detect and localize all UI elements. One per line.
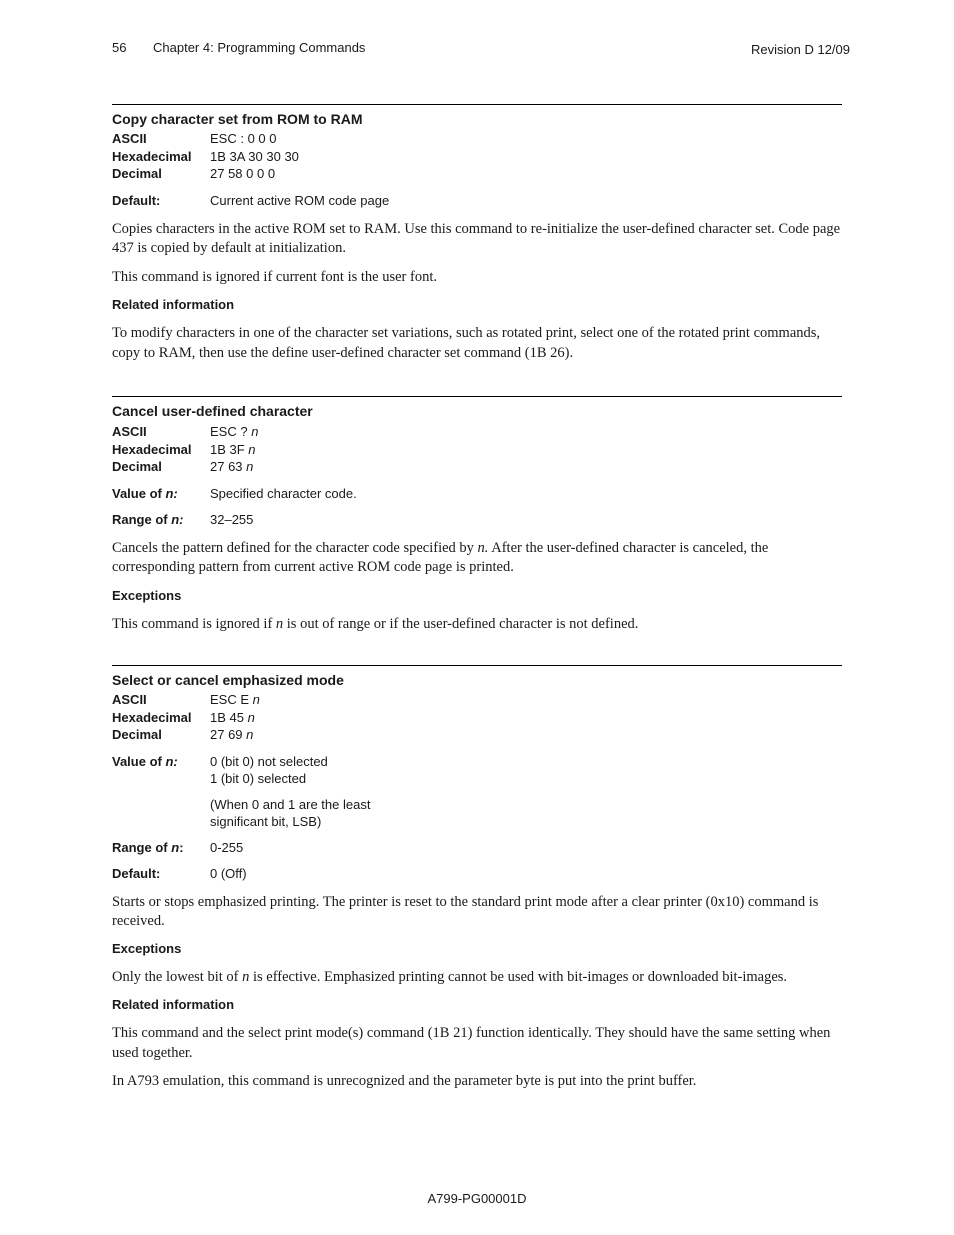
value-label-prefix: Value of — [112, 485, 166, 501]
param-n: n — [247, 709, 255, 725]
range-label-prefix: Range of — [112, 839, 172, 855]
range-value: 32–255 — [210, 511, 254, 527]
page-number: 56 — [112, 40, 127, 55]
revision-label: Revision D 12/09 — [751, 42, 850, 57]
hex-value — [210, 441, 842, 459]
description-part-b: After the user-defined character is canceled, the corresponding pattern from current active ROM code page is printed. — [112, 539, 769, 575]
range-row — [112, 839, 842, 856]
ascii-label: ASCII — [112, 692, 147, 707]
param-n: n — [246, 727, 254, 742]
decimal-value — [210, 726, 842, 744]
related-info-heading: Related information — [112, 297, 235, 312]
decimal-label: Decimal — [112, 727, 162, 742]
decimal-prefix: 27 69 — [210, 727, 247, 742]
value-row — [112, 485, 842, 502]
default-value: Current active ROM code page — [210, 192, 390, 208]
description-paragraph: Copies characters in the active ROM set to RAM. Use this command to re-initialize the user-defined character set. Code page 437 is copied by default at initialization. — [112, 220, 841, 256]
section-cancel-user-char — [112, 396, 842, 634]
related-info-heading: Related information — [112, 997, 235, 1012]
section-copy-charset — [112, 104, 842, 363]
value-note-line-2: significant bit, LSB) — [210, 813, 322, 829]
note-paragraph: This command is ignored if current font is the user font. — [112, 268, 437, 285]
hex-value — [210, 709, 842, 727]
section-title: Cancel user-defined character — [112, 403, 313, 419]
value-label-prefix: Value of — [112, 753, 166, 769]
ascii-prefix: ESC ? — [210, 424, 252, 439]
command-codes — [112, 130, 842, 183]
related-info-paragraph: This command and the select print mode(s) command (1B 21) function identically. They should have the same setting when used together. — [112, 1025, 831, 1061]
description-part-a: Cancels the pattern defined for the character code specified by — [112, 539, 478, 556]
param-n: n — [242, 968, 250, 985]
hex-label: Hexadecimal — [112, 441, 192, 457]
value-row — [112, 753, 842, 830]
emulation-note-paragraph: In A793 emulation, this command is unrecognized and the parameter byte is put into the print buffer. — [112, 1073, 697, 1089]
range-label-n: n — [171, 839, 180, 855]
command-codes — [112, 691, 842, 744]
ascii-value — [210, 691, 842, 709]
exceptions-heading: Exceptions — [112, 587, 182, 603]
section-divider — [112, 665, 842, 666]
description-paragraph — [112, 539, 842, 578]
range-label — [112, 839, 210, 856]
related-info-paragraph: To modify characters in one of the character set variations, such as rotated print, select one of the rotated print commands, copy to RAM, then use the define user-defined character set command (1B 26). — [112, 325, 821, 361]
range-label-colon: : — [179, 839, 184, 855]
page-header — [112, 40, 850, 60]
document-id: A799-PG00001D — [427, 1191, 527, 1206]
default-label: Default: — [112, 865, 161, 881]
decimal-value: 27 58 0 0 0 — [210, 166, 276, 181]
range-label-prefix: Range of — [112, 511, 172, 527]
decimal-value — [210, 458, 842, 476]
hex-label: Hexadecimal — [112, 148, 192, 164]
ascii-value — [210, 423, 842, 441]
ascii-value: ESC : 0 0 0 — [210, 131, 277, 146]
value-list — [210, 753, 370, 830]
ascii-prefix: ESC E — [210, 692, 253, 707]
range-label — [112, 511, 210, 528]
section-divider — [112, 396, 842, 397]
default-value: 0 (Off) — [210, 865, 247, 881]
command-codes — [112, 423, 842, 476]
exceptions-paragraph — [112, 968, 842, 988]
decimal-label: Decimal — [112, 459, 162, 474]
hex-label: Hexadecimal — [112, 709, 192, 725]
section-emphasized-mode — [112, 665, 842, 1092]
section-divider — [112, 104, 842, 105]
decimal-label: Decimal — [112, 166, 162, 181]
param-n: n — [275, 615, 284, 632]
exceptions-heading: Exceptions — [112, 940, 182, 956]
value-label — [112, 753, 210, 830]
exceptions-part-b: is out of range or if the user-defined character is not defined. — [283, 615, 639, 632]
exceptions-part-b: is effective. Emphasized printing cannot be used with bit-images or downloaded bit-images. — [249, 968, 788, 985]
default-label: Default: — [112, 192, 161, 208]
range-value: 0-255 — [210, 839, 244, 855]
value-option-0: 0 (bit 0) not selected — [210, 753, 328, 769]
param-n: n — [252, 692, 260, 707]
default-row — [112, 865, 842, 882]
page-footer — [0, 1191, 954, 1206]
param-n: n — [251, 424, 259, 439]
description-paragraph: Starts or stops emphasized printing. The printer is reset to the standard print mode after a clear printer (0x10) command is received. — [112, 893, 819, 929]
ascii-label: ASCII — [112, 131, 147, 146]
section-title: Select or cancel emphasized mode — [112, 672, 344, 688]
ascii-label: ASCII — [112, 424, 147, 439]
range-row — [112, 511, 842, 528]
section-title: Copy character set from ROM to RAM — [112, 111, 363, 127]
hex-prefix: 1B 45 — [210, 709, 248, 725]
decimal-prefix: 27 63 — [210, 459, 247, 474]
hex-value: 1B 3A 30 30 30 — [210, 148, 299, 164]
range-label-n: n: — [171, 511, 184, 527]
hex-prefix: 1B 3F — [210, 441, 249, 457]
param-n: n — [248, 441, 256, 457]
value-label — [112, 485, 210, 502]
param-n: n. — [477, 539, 489, 556]
exceptions-part-a: Only the lowest bit of — [112, 968, 243, 985]
chapter-title: Chapter 4: Programming Commands — [153, 40, 366, 55]
value-label-n: n: — [165, 485, 178, 501]
default-row — [112, 192, 842, 209]
exceptions-paragraph — [112, 615, 842, 635]
value-option-1: 1 (bit 0) selected — [210, 770, 307, 786]
value-text: Specified character code. — [210, 485, 357, 501]
value-note-line-1: (When 0 and 1 are the least — [210, 796, 371, 812]
value-label-n: n: — [165, 753, 178, 769]
exceptions-part-a: This command is ignored if — [112, 615, 276, 632]
param-n: n — [246, 459, 254, 474]
